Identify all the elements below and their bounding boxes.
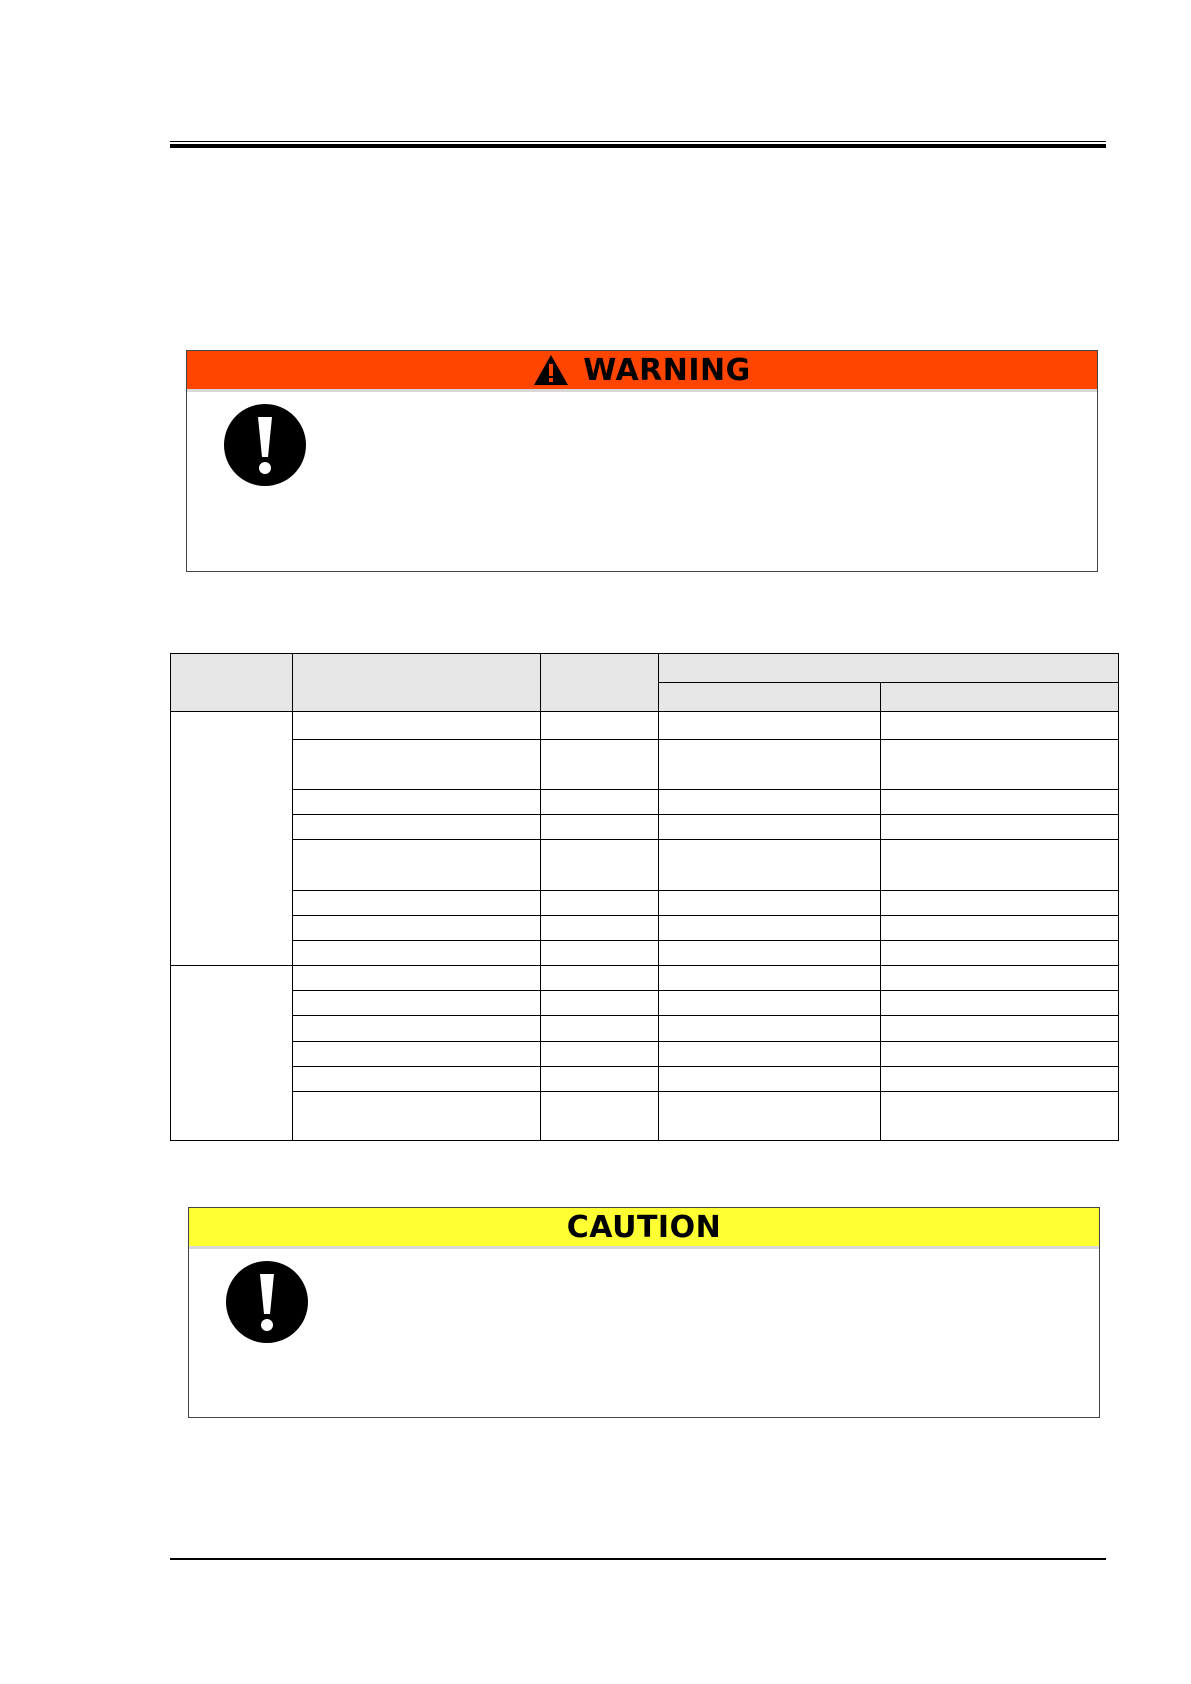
spec-table: [170, 653, 1119, 1141]
table-row: [171, 1042, 1119, 1067]
table-row: [171, 790, 1119, 815]
footer-rule: [170, 1558, 1106, 1560]
table-row: [171, 991, 1119, 1016]
header-cell: [293, 654, 541, 712]
mandatory-exclamation-icon: [223, 403, 307, 487]
header-cell: [881, 683, 1119, 712]
table-row: [171, 916, 1119, 941]
mandatory-exclamation-icon: [225, 1260, 309, 1344]
header-cell: [659, 683, 881, 712]
table-row: [171, 941, 1119, 966]
table-row: [171, 891, 1119, 916]
header-rule-thin: [170, 141, 1106, 142]
header-cell: [541, 654, 659, 712]
caution-notice: [188, 1207, 1100, 1418]
header-cell: [171, 654, 293, 712]
warning-header: [187, 351, 1097, 392]
caution-title: CAUTION: [566, 1209, 722, 1245]
table-row: [171, 815, 1119, 840]
table-row: [171, 1067, 1119, 1092]
warning-title: WARNING: [583, 352, 751, 388]
table-row: [171, 1016, 1119, 1042]
caution-header: [189, 1208, 1099, 1249]
header-rule-thick: [170, 144, 1106, 148]
table-row: [171, 840, 1119, 891]
header-cell: [659, 654, 1119, 683]
group-cell: [171, 712, 293, 966]
table-row: [171, 1092, 1119, 1141]
group-cell: [171, 966, 293, 1141]
warning-triangle-icon: [533, 354, 569, 386]
warning-notice: [186, 350, 1098, 572]
table-row: [171, 740, 1119, 790]
